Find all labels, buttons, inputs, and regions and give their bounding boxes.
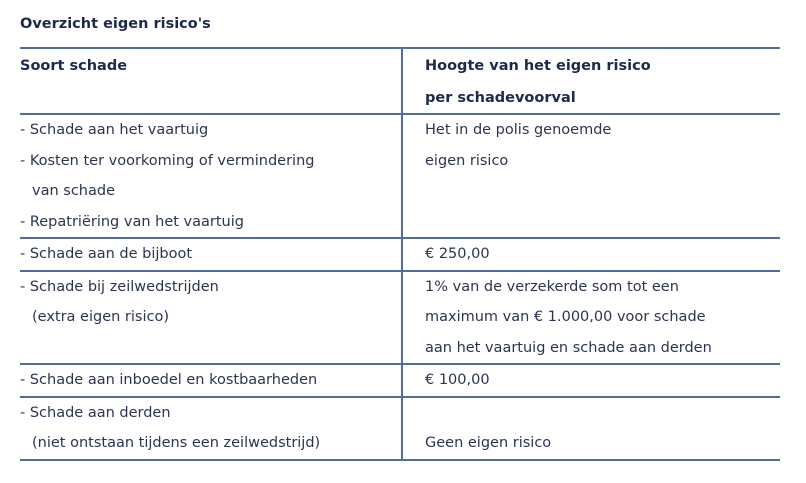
header-label: per schadevoorval bbox=[425, 90, 576, 106]
table-row bbox=[20, 365, 780, 396]
header-cell-deductible bbox=[401, 49, 780, 113]
cell-text: Geen eigen risico bbox=[425, 435, 552, 451]
cell-text: eigen risico bbox=[425, 152, 509, 169]
cell-text: € 250,00 bbox=[425, 246, 490, 262]
cell-text: - Repatriëring van het vaartuig bbox=[20, 213, 244, 230]
cell-text: - Schade aan inboedel en kostbaarheden bbox=[20, 372, 318, 388]
cell-text: (niet ontstaan tijdens een zeilwedstrijd) bbox=[32, 435, 321, 451]
cell-text: - Schade aan derden bbox=[20, 404, 171, 421]
table-row bbox=[20, 272, 780, 364]
cell-text: - Schade aan het vaartuig bbox=[20, 122, 209, 138]
cell-text: - Schade aan de bijboot bbox=[20, 246, 193, 262]
damage-type-cell bbox=[20, 272, 401, 364]
deductible-cell bbox=[401, 398, 780, 459]
table-row bbox=[20, 239, 780, 270]
deductible-cell bbox=[401, 115, 780, 237]
cell-text: - Kosten ter voorkoming of vermindering bbox=[20, 152, 315, 169]
header-label: Hoogte van het eigen risico bbox=[425, 58, 651, 74]
table-bottom-rule bbox=[20, 459, 780, 461]
table-title: Overzicht eigen risico's bbox=[20, 16, 211, 32]
cell-text: - Schade bij zeilwedstrijden bbox=[20, 278, 219, 295]
damage-type-cell bbox=[20, 398, 401, 459]
header-label: Soort schade bbox=[20, 58, 128, 74]
table-header-row bbox=[20, 49, 780, 113]
table-row bbox=[20, 115, 780, 237]
table-row bbox=[20, 398, 780, 459]
cell-text: van schade bbox=[32, 183, 115, 199]
deductible-cell bbox=[401, 272, 780, 364]
deductible-cell bbox=[401, 239, 780, 270]
damage-type-cell bbox=[20, 239, 401, 270]
damage-type-cell bbox=[20, 115, 401, 237]
damage-type-cell bbox=[20, 365, 401, 396]
deductibles-table bbox=[20, 47, 780, 461]
header-cell-damage-type bbox=[20, 49, 401, 113]
cell-text: Het in de polis genoemde bbox=[425, 122, 612, 138]
deductible-cell bbox=[401, 365, 780, 396]
cell-text: maximum van € 1.000,00 voor schade bbox=[425, 309, 706, 325]
cell-text: (extra eigen risico) bbox=[32, 309, 169, 325]
cell-text: € 100,00 bbox=[425, 372, 490, 388]
cell-text: aan het vaartuig en schade aan derden bbox=[425, 339, 712, 356]
cell-text: 1% van de verzekerde som tot een bbox=[425, 278, 679, 295]
